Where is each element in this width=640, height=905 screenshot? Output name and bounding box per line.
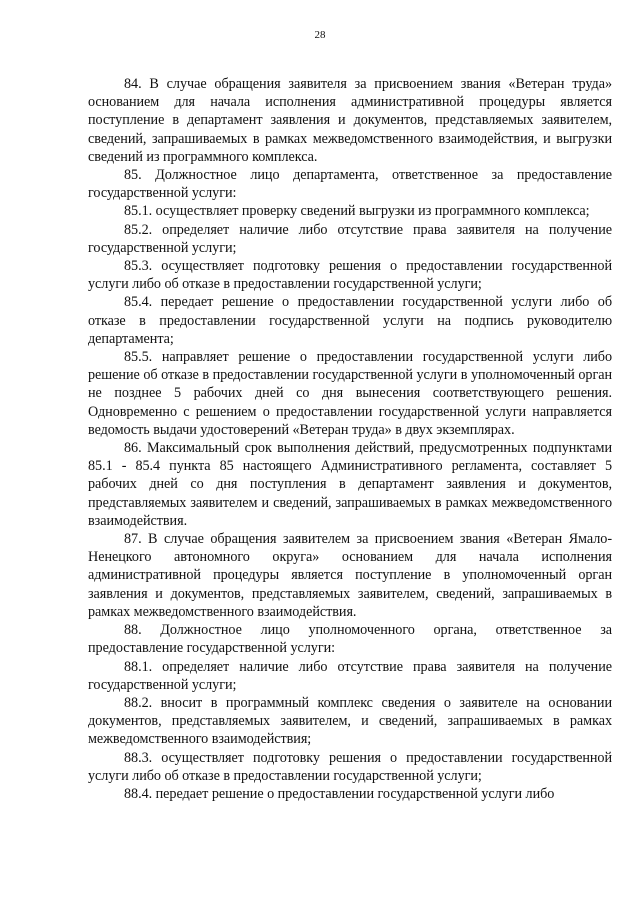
paragraph-85-1: 85.1. осуществляет проверку сведений выгрузки из программного комплекса;: [124, 203, 590, 220]
page-number: 28: [314, 29, 326, 41]
paragraph-85-2: 85.2. определяет наличие либо отсутствие права заявителя на получение государственной услуги;: [88, 221, 612, 256]
document-body: [88, 75, 612, 803]
paragraph-85-4: 85.4. передает решение о предоставлении государственной услуги либо об отказе в предоставлении государственной услуги на подпись руководителю департамента;: [88, 294, 612, 347]
paragraph-85-3: 85.3. осуществляет подготовку решения о предоставлении государственной услуги либо об отказе в предоставлении государственной услуги;: [88, 258, 612, 293]
paragraph-86: 86. Максимальный срок выполнения действий, предусмотренных подпунктами 85.1 - 85.4 пункта 85 настоящего Административного регламента, составляет 5 рабочих дней со дня поступления в департамент заявления и документов, представляемых заявителем и сведений, запрашиваемых в рамках межведомственного взаимодействия.: [88, 440, 612, 529]
paragraph-87: 87. В случае обращения заявителем за присвоением звания «Ветеран Ямало-Ненецкого автономного округа» основанием для начала исполнения административной процедуры является поступление в уполномоченный орган заявления и документов, представляемых заявителем, сведений, запрашиваемых в рамках межведомственного взаимодействия.: [88, 531, 612, 620]
paragraph-88-4: 88.4. передает решение о предоставлении государственной услуги либо: [124, 785, 555, 802]
paragraph-88-3: 88.3. осуществляет подготовку решения о предоставлении государственной услуги либо об отказе в предоставлении государственной услуги;: [88, 749, 612, 784]
paragraph-88: 88. Должностное лицо уполномоченного органа, ответственное за предоставление государственной услуги:: [88, 622, 612, 657]
paragraph-84: 84. В случае обращения заявителя за присвоением звания «Ветеран труда» основанием для начала исполнения административной процедуры является поступление в департамент заявления и документов, представляемых заявителем, сведений, запрашиваемых в рамках межведомственного взаимодействия, и выгрузки сведений из программного комплекса.: [88, 76, 612, 165]
paragraph-85: 85. Должностное лицо департамента, ответственное за предоставление государственной услуги:: [88, 167, 612, 202]
paragraph-88-2: 88.2. вносит в программный комплекс сведения о заявителе на основании документов, представляемых заявителем, и сведений, запрашиваемых в рамках межведомственного взаимодействия;: [88, 694, 612, 748]
paragraph-88-1: 88.1. определяет наличие либо отсутствие права заявителя на получение государственной услуги;: [88, 658, 612, 693]
paragraph-85-5: 85.5. направляет решение о предоставлении государственной услуги либо решение об отказе в предоставлении государственной услуги в уполномоченный орган не позднее 5 рабочих дней со дня вынесения соответствующего решения. Одновременно с решением о предоставлении государственной услуги направляется ведомость выдачи удостоверений «Ветеран труда» в двух экземплярах.: [88, 349, 612, 438]
